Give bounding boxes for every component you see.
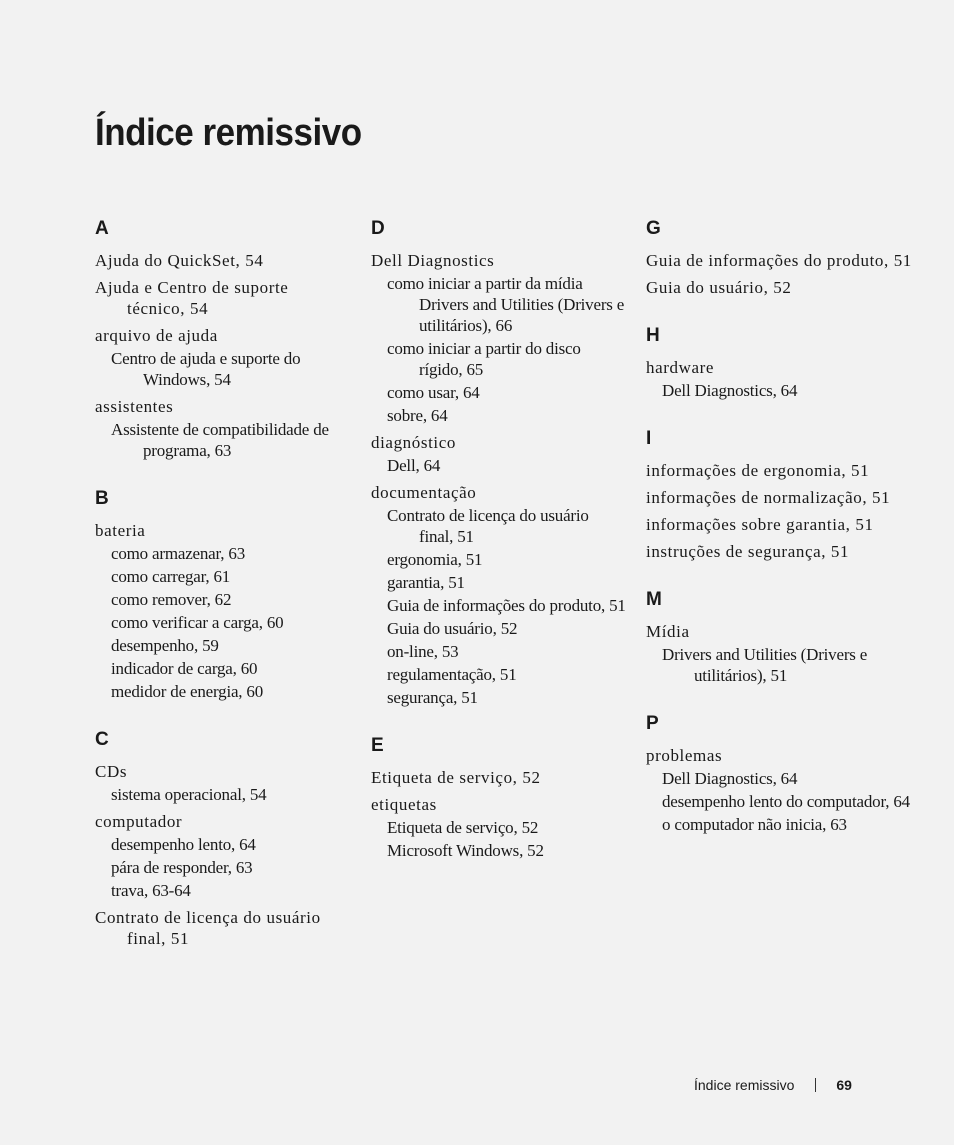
index-term: informações de ergonomia, 51 — [646, 461, 870, 480]
index-column-1 — [95, 218, 350, 976]
index-subterm: como iniciar a partir do disco rígido, 65 — [387, 339, 581, 379]
index-subterm: Centro de ajuda e suporte do Windows, 54 — [111, 349, 301, 389]
index-term: Ajuda do QuickSet, 54 — [95, 251, 264, 270]
index-entry — [371, 767, 626, 788]
index-term: arquivo de ajuda — [95, 326, 218, 345]
section-letter: A — [95, 218, 109, 239]
index-subterm: Etiqueta de serviço, 52 — [387, 818, 539, 837]
index-subterm: Guia de informações do produto, 51 — [387, 596, 626, 615]
footer-divider — [815, 1078, 816, 1092]
index-section — [95, 729, 350, 949]
index-subterm: Dell Diagnostics, 64 — [662, 769, 798, 788]
index-term: computador — [95, 812, 183, 831]
index-term: Dell Diagnostics — [371, 251, 495, 270]
index-subterm: Microsoft Windows, 52 — [387, 841, 544, 860]
index-term: Etiqueta de serviço, 52 — [371, 768, 541, 787]
index-entry — [646, 250, 916, 271]
index-entry — [371, 250, 626, 426]
index-subterm: Assistente de compatibilidade de programa, 63 — [111, 420, 329, 460]
section-letter: P — [646, 713, 659, 734]
index-subterm: medidor de energia, 60 — [111, 682, 264, 701]
index-term: documentação — [371, 483, 477, 502]
page-footer — [694, 1076, 852, 1094]
index-entry — [371, 432, 626, 476]
index-subterm: como armazenar, 63 — [111, 544, 246, 563]
index-subterm: garantia, 51 — [387, 573, 465, 592]
index-entry — [95, 396, 350, 461]
index-subterm: como iniciar a partir da mídia Drivers and Utilities (Drivers e utilitários), 66 — [387, 274, 625, 335]
page-title: Índice remissivo — [95, 112, 362, 154]
index-entry — [646, 277, 916, 298]
index-subterm: sobre, 64 — [387, 406, 448, 425]
index-entry — [95, 907, 350, 949]
index-entry — [95, 325, 350, 390]
index-subterm: Guia do usuário, 52 — [387, 619, 518, 638]
index-term: assistentes — [95, 397, 174, 416]
index-section — [95, 488, 350, 702]
index-subterm: regulamentação, 51 — [387, 665, 517, 684]
index-subterm: como remover, 62 — [111, 590, 232, 609]
index-subterm: indicador de carga, 60 — [111, 659, 258, 678]
section-letter: E — [371, 735, 384, 756]
index-section — [646, 589, 916, 686]
index-subterm: desempenho lento do computador, 64 — [662, 792, 910, 811]
index-term: bateria — [95, 521, 146, 540]
index-term: etiquetas — [371, 795, 437, 814]
index-term: Mídia — [646, 622, 690, 641]
index-section — [95, 218, 350, 461]
index-entry — [646, 621, 916, 686]
index-entry — [646, 460, 916, 481]
index-column-2 — [371, 218, 626, 888]
index-section — [646, 325, 916, 401]
index-subterm: Dell, 64 — [387, 456, 441, 475]
index-entry — [95, 277, 350, 319]
section-letter: D — [371, 218, 385, 239]
index-subterm: como verificar a carga, 60 — [111, 613, 284, 632]
index-subterm: segurança, 51 — [387, 688, 478, 707]
index-subterm: pára de responder, 63 — [111, 858, 253, 877]
index-term: Guia do usuário, 52 — [646, 278, 792, 297]
index-entry — [371, 794, 626, 861]
index-subterm: desempenho lento, 64 — [111, 835, 256, 854]
index-subterm: on-line, 53 — [387, 642, 459, 661]
section-letter: B — [95, 488, 109, 509]
index-entry — [646, 357, 916, 401]
index-section — [371, 218, 626, 708]
index-subterm: ergonomia, 51 — [387, 550, 483, 569]
index-entry — [646, 487, 916, 508]
index-subterm: como usar, 64 — [387, 383, 480, 402]
section-letter: I — [646, 428, 652, 449]
index-term: Contrato de licença do usuário final, 51 — [95, 908, 321, 948]
section-letter: C — [95, 729, 109, 750]
index-term: informações sobre garantia, 51 — [646, 515, 874, 534]
section-letter: G — [646, 218, 661, 239]
section-letter: H — [646, 325, 660, 346]
index-entry — [646, 541, 916, 562]
index-entry — [95, 761, 350, 805]
index-subterm: desempenho, 59 — [111, 636, 219, 655]
index-subterm: trava, 63-64 — [111, 881, 191, 900]
index-subterm: como carregar, 61 — [111, 567, 231, 586]
index-term: Guia de informações do produto, 51 — [646, 251, 912, 270]
index-entry — [95, 520, 350, 702]
index-subterm: o computador não inicia, 63 — [662, 815, 847, 834]
index-entry — [95, 250, 350, 271]
index-term: CDs — [95, 762, 128, 781]
footer-label: Índice remissivo — [694, 1077, 795, 1093]
page-number: 69 — [836, 1077, 852, 1093]
index-entry — [95, 811, 350, 901]
index-entry — [646, 745, 916, 835]
index-section — [646, 218, 916, 298]
section-letter: M — [646, 589, 662, 610]
index-entry — [371, 482, 626, 708]
index-term: problemas — [646, 746, 723, 765]
index-subterm: Contrato de licença do usuário final, 51 — [387, 506, 589, 546]
index-section — [646, 428, 916, 562]
index-section — [371, 735, 626, 861]
index-column-3 — [646, 218, 916, 862]
index-subterm: sistema operacional, 54 — [111, 785, 267, 804]
index-term: diagnóstico — [371, 433, 456, 452]
index-entry — [646, 514, 916, 535]
index-section — [646, 713, 916, 835]
index-subterm: Dell Diagnostics, 64 — [662, 381, 798, 400]
index-term: instruções de segurança, 51 — [646, 542, 850, 561]
index-term: informações de normalização, 51 — [646, 488, 891, 507]
index-subterm: Drivers and Utilities (Drivers e utilitários), 51 — [662, 645, 868, 685]
index-term: hardware — [646, 358, 715, 377]
index-term: Ajuda e Centro de suporte técnico, 54 — [95, 278, 289, 318]
